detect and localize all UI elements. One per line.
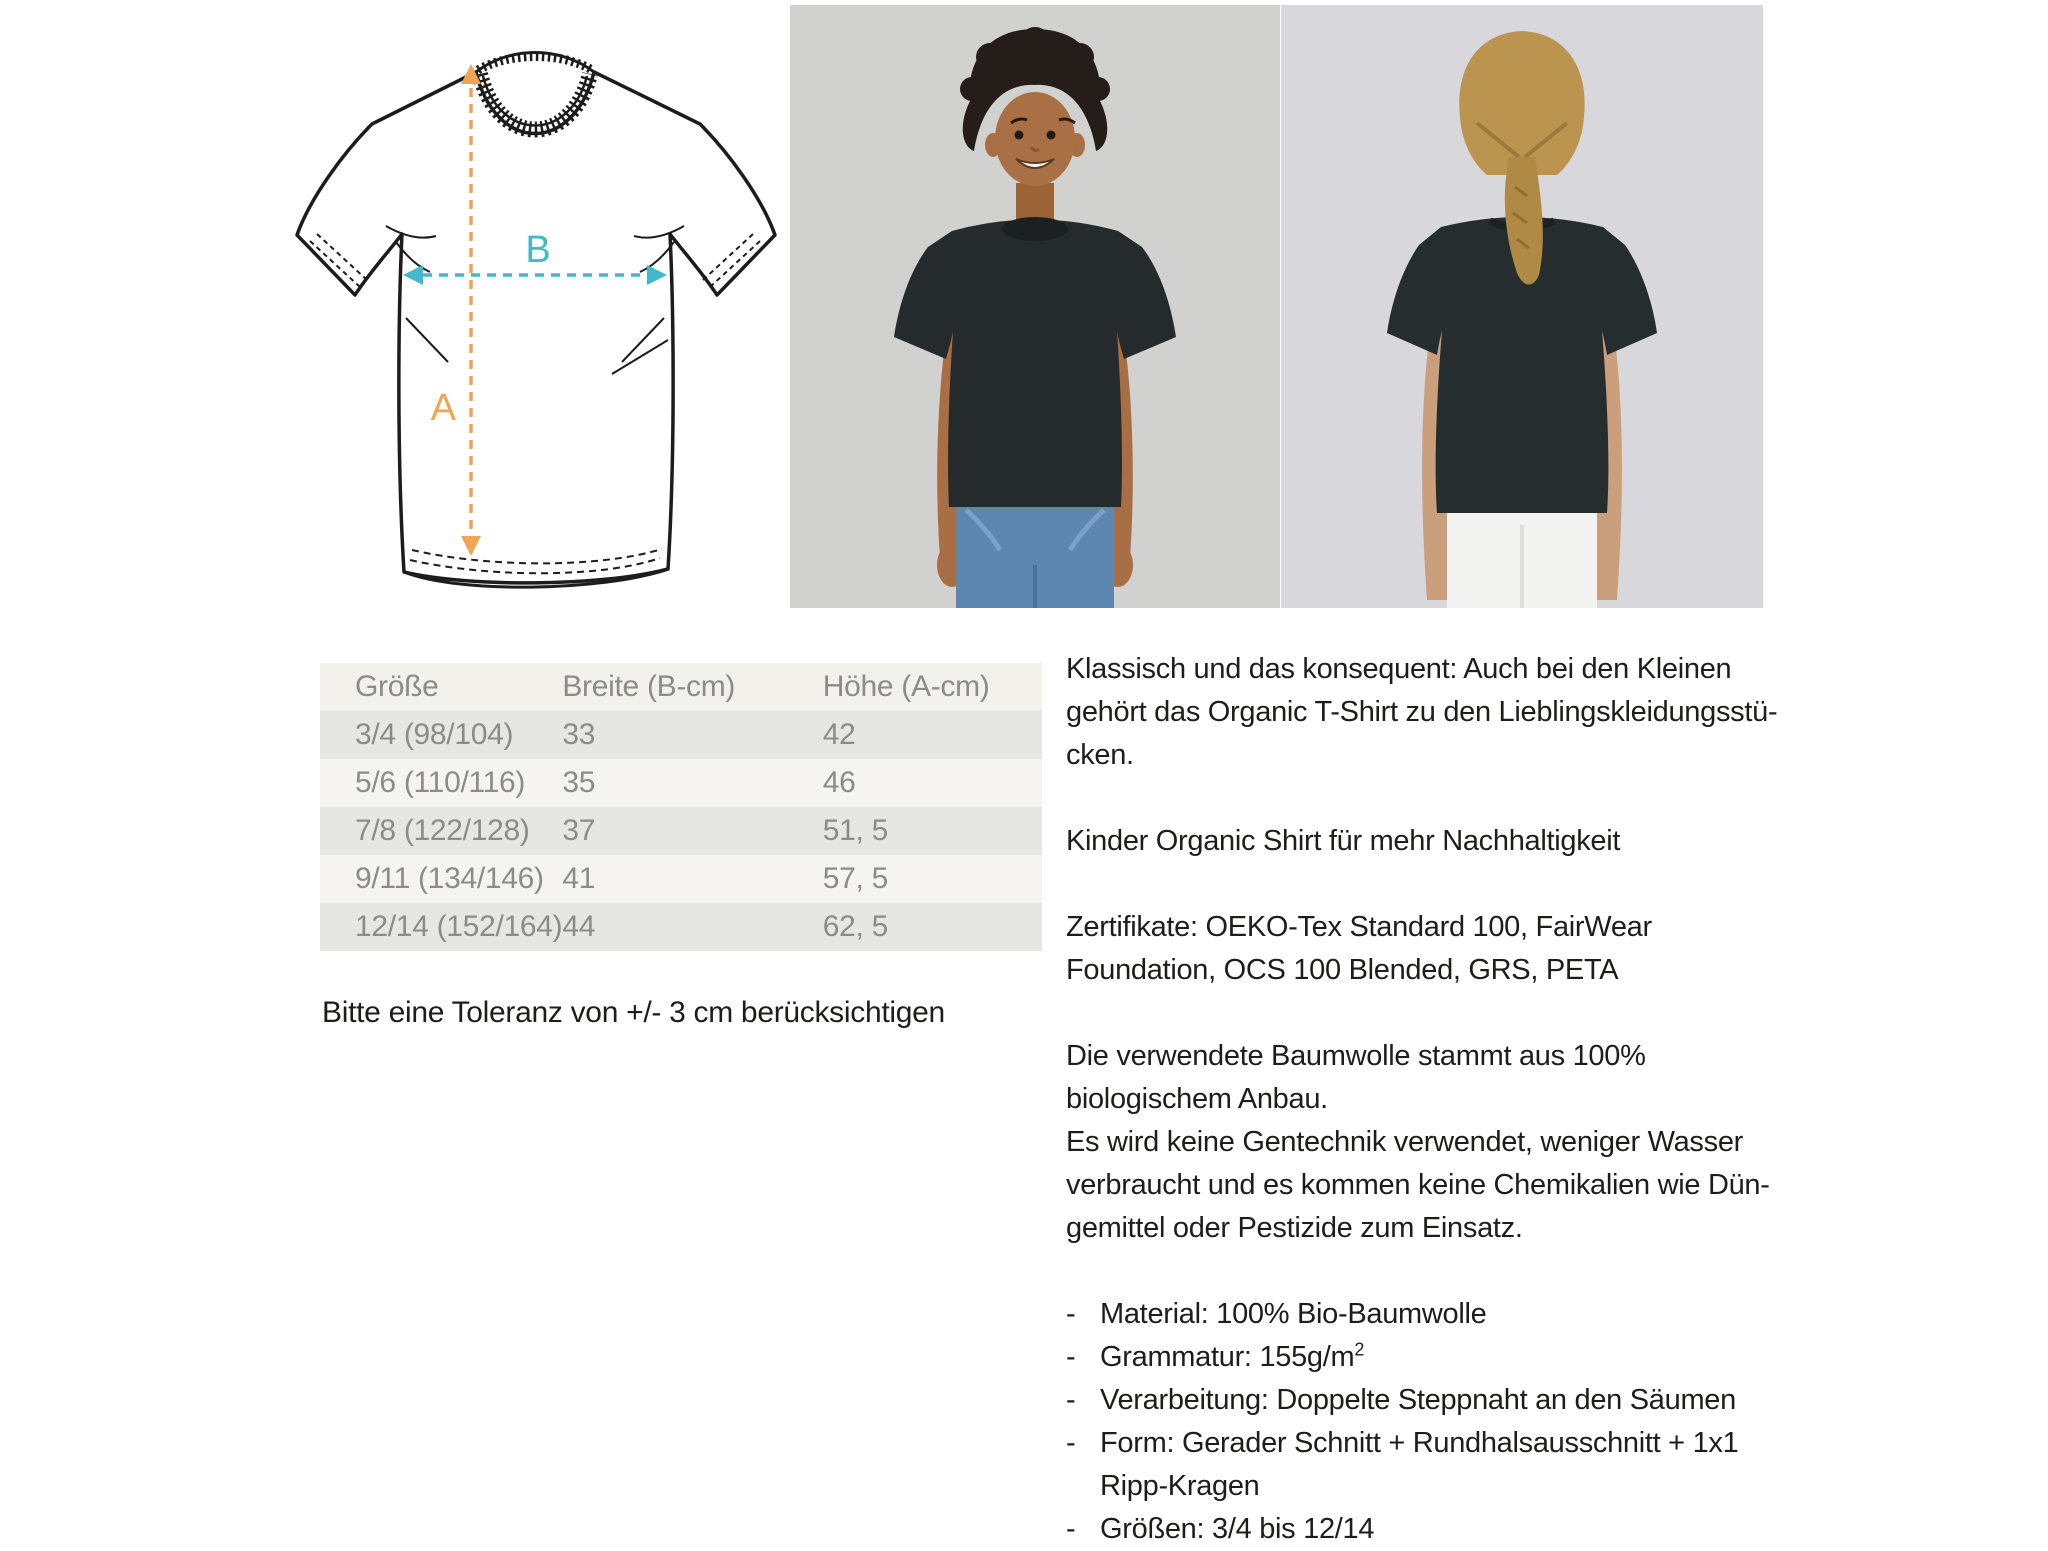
tshirt-measurement-diagram [270, 28, 800, 600]
table-row [320, 903, 1042, 951]
boy-face [995, 92, 1075, 186]
tshirt-diagram-svg [270, 28, 800, 600]
height-cell: 62, 5 [822, 910, 888, 943]
boy-hair-curl [1066, 43, 1094, 71]
list-item [1066, 1508, 1876, 1551]
size-cell: 9/11 (134/146) [355, 862, 544, 895]
text-line: gehört das Organic T-Shirt zu den Lieblingskleidungsstü- [1066, 696, 1778, 728]
table-row [320, 855, 1042, 903]
list-item [1066, 1422, 1876, 1508]
spec-form [1100, 1422, 1876, 1508]
front-photo-illustration [790, 5, 1280, 608]
width-cell: 37 [562, 814, 596, 847]
boy-hair-curl [960, 77, 984, 101]
text-line: Form: Gerader Schnitt + Rundhalsausschnitt + 1x1 [1100, 1427, 1739, 1459]
label-b: B [525, 229, 551, 271]
text-line: cken. [1066, 739, 1134, 771]
size-table-header-row [320, 663, 1042, 711]
table-row [320, 807, 1042, 855]
superscript: 2 [1354, 1339, 1365, 1360]
size-table [320, 663, 1042, 951]
text-line: biologischem Anbau. [1066, 1083, 1328, 1115]
spec-seams: Verarbeitung: Doppelte Steppnaht an den Säumen [1100, 1384, 1736, 1416]
table-row [320, 759, 1042, 807]
boy-hair-curl [1019, 27, 1051, 59]
spec-sizes: Größen: 3/4 bis 12/14 [1100, 1513, 1375, 1545]
bullet-marker: - [1066, 1384, 1076, 1416]
bullet-marker: - [1066, 1513, 1076, 1545]
boy-left-eye [1015, 131, 1024, 140]
text-line: gemittel oder Pestizide zum Einsatz. [1066, 1212, 1523, 1244]
text-line: Ripp-Kragen [1100, 1470, 1260, 1502]
height-cell: 51, 5 [822, 814, 888, 847]
product-photo-back [1281, 5, 1763, 608]
text-line: Kinder Organic Shirt für mehr Nachhaltigkeit [1066, 825, 1621, 857]
width-cell: 41 [562, 862, 596, 895]
spec-material: Material: 100% Bio-Baumwolle [1100, 1298, 1487, 1330]
cotton-paragraph [1066, 1035, 1876, 1250]
tshirt-outline [297, 72, 775, 583]
sustainability-headline [1066, 820, 1876, 863]
height-cell: 57, 5 [822, 862, 888, 895]
text-line: verbraucht und es kommen keine Chemikalien wie Dün- [1066, 1169, 1770, 1201]
width-cell: 33 [562, 718, 596, 751]
boy-right-eye [1047, 131, 1056, 140]
column-header-width: Breite (B-cm) [562, 670, 736, 703]
size-cell: 12/14 (152/164) [355, 910, 563, 943]
girl-hair [1459, 31, 1584, 175]
text-line: Die verwendete Baumwolle stammt aus 100% [1066, 1040, 1646, 1072]
intro-paragraph [1066, 648, 1876, 777]
collar-back-band [476, 53, 594, 73]
spec-list [1066, 1293, 1876, 1551]
text-line: Klassisch und das konsequent: Auch bei den Kleinen [1066, 653, 1732, 685]
product-photo-front [790, 5, 1280, 608]
tolerance-note: Bitte eine Toleranz von +/- 3 cm berücksichtigen [322, 996, 945, 1029]
text-line: Zertifikate: OEKO-Tex Standard 100, FairWear [1066, 911, 1652, 943]
spec-grammage [1100, 1336, 1876, 1379]
list-item [1066, 1293, 1876, 1336]
table-row [320, 711, 1042, 759]
height-cell: 46 [822, 766, 856, 799]
width-cell: 44 [562, 910, 596, 943]
bullet-marker: - [1066, 1298, 1076, 1330]
back-photo-illustration [1281, 5, 1763, 608]
product-description [1066, 648, 1876, 1551]
width-cell: 35 [562, 766, 596, 799]
list-item [1066, 1336, 1876, 1379]
height-cell: 42 [822, 718, 856, 751]
bullet-marker: - [1066, 1427, 1076, 1459]
spec-grammage-text: Grammatur: 155g/m [1100, 1341, 1355, 1373]
text-line: Foundation, OCS 100 Blended, GRS, PETA [1066, 954, 1619, 986]
certificates-paragraph [1066, 906, 1876, 992]
bullet-marker: - [1066, 1341, 1076, 1373]
size-cell: 3/4 (98/104) [355, 718, 514, 751]
boy-hair-curl [1086, 77, 1110, 101]
list-item [1066, 1379, 1876, 1422]
boy-tshirt-collar [1002, 217, 1068, 241]
size-cell: 5/6 (110/116) [355, 766, 526, 799]
text-line: Es wird keine Gentechnik verwendet, weniger Wasser [1066, 1126, 1744, 1158]
label-a: A [430, 387, 456, 429]
column-header-height: Höhe (A-cm) [822, 670, 990, 703]
size-cell: 7/8 (122/128) [355, 814, 530, 847]
boy-hair-curl [976, 43, 1004, 71]
column-header-size: Größe [355, 670, 439, 703]
